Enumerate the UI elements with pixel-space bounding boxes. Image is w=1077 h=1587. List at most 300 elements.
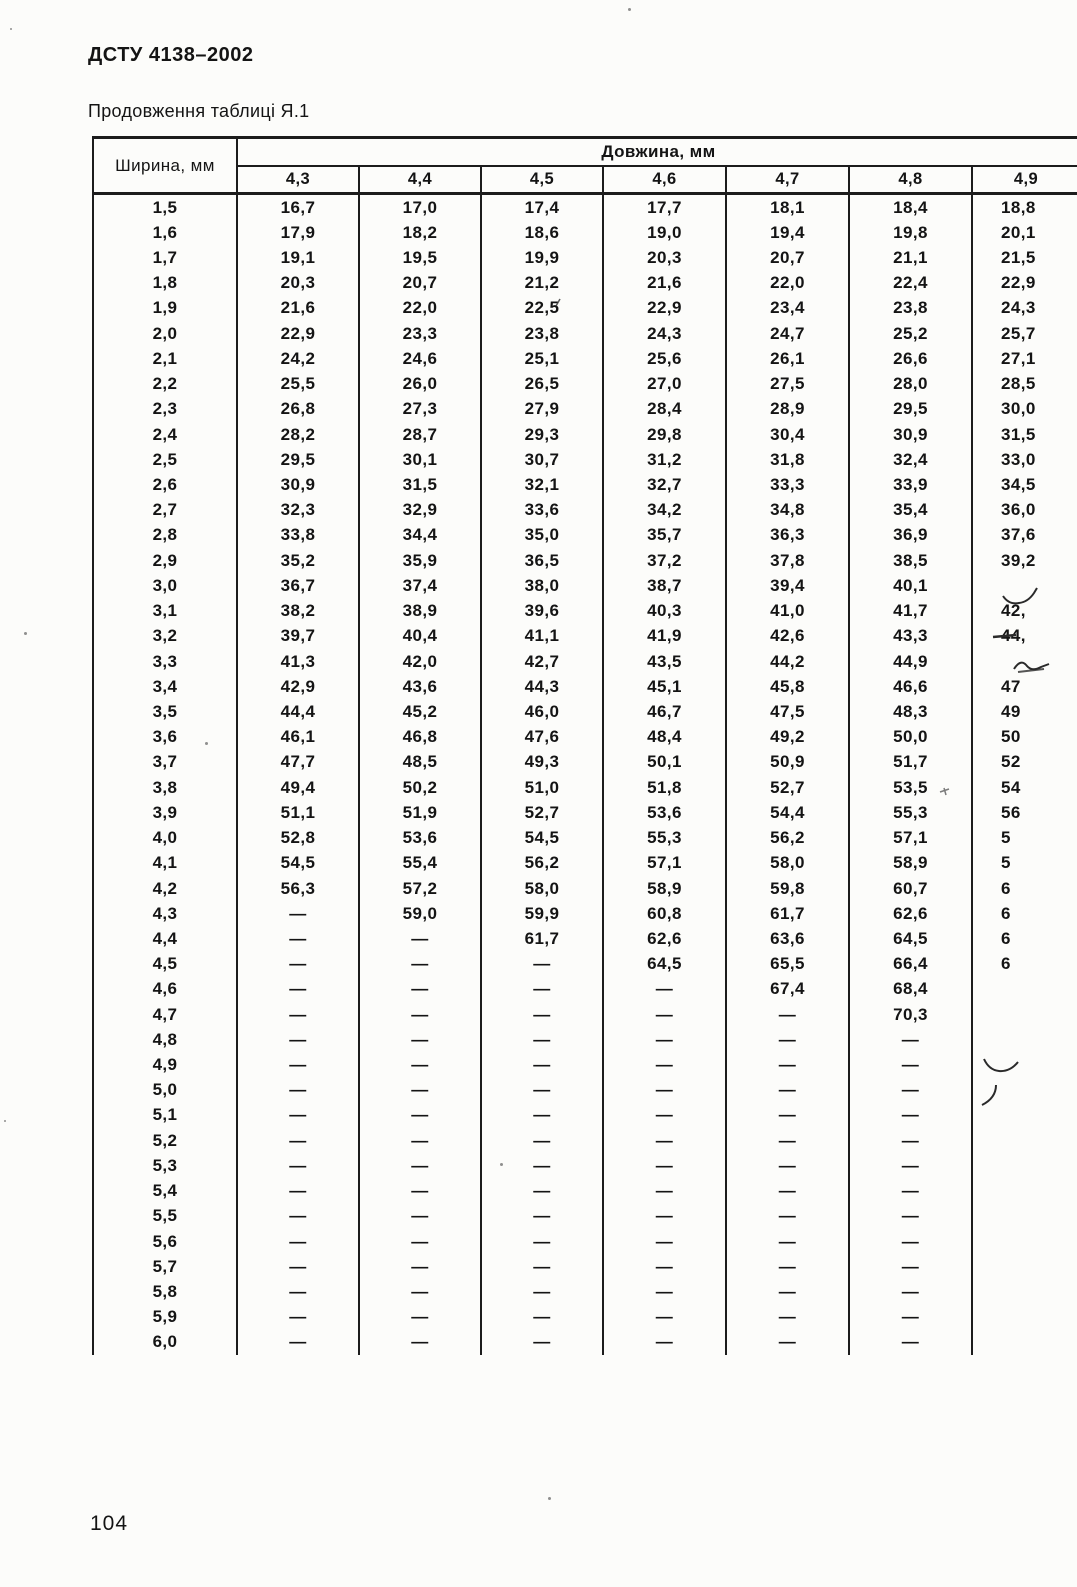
scan-speckle [10, 28, 12, 30]
table-cell: 43,5 [604, 649, 727, 674]
table-row [94, 825, 1077, 850]
table-cell: 32,1 [482, 472, 604, 497]
table-cell: — [850, 1330, 973, 1355]
table-cell: 50,1 [604, 750, 727, 775]
table-cell: 6 [1001, 878, 1011, 898]
row-width-value: 2,9 [94, 548, 238, 573]
table-cell: 42, [1001, 601, 1026, 621]
row-width-value: 2,1 [94, 346, 238, 371]
row-width-value: 4,2 [94, 876, 238, 901]
table-cell: 22,5 [482, 296, 604, 321]
table-cell: 52,7 [482, 800, 604, 825]
table-row [94, 548, 1077, 573]
row-width-value: 5,0 [94, 1078, 238, 1103]
table-cell: 20,7 [360, 271, 482, 296]
table-cell: 34,2 [604, 498, 727, 523]
scan-speckle [205, 742, 208, 745]
table-cell: — [360, 1279, 482, 1304]
table-cell: 28,5 [1001, 374, 1036, 394]
table-cell: 18,6 [482, 220, 604, 245]
row-width-value: 5,6 [94, 1229, 238, 1254]
table-cell: 18,1 [727, 195, 850, 220]
table-cell: 49,4 [238, 775, 360, 800]
table-cell: — [850, 1103, 973, 1128]
table-cell: — [604, 1279, 727, 1304]
length-column-header: 4,9 [1013, 170, 1039, 188]
table-cell: 33,9 [850, 472, 973, 497]
table-cell [973, 1179, 1077, 1204]
table-cell: 29,5 [850, 397, 973, 422]
row-width-value: 2,8 [94, 523, 238, 548]
table-row [94, 472, 1077, 497]
table-row [94, 750, 1077, 775]
table-cell: 46,0 [482, 699, 604, 724]
row-width-value: 6,0 [94, 1330, 238, 1355]
table-cell: — [727, 1330, 850, 1355]
table-cell: 48,5 [360, 750, 482, 775]
length-column-header: 4,8 [850, 167, 973, 192]
table-cell: — [360, 1153, 482, 1178]
table-cell: 27,3 [360, 397, 482, 422]
table-cell: 22,9 [604, 296, 727, 321]
table-cell: 60,7 [850, 876, 973, 901]
table-cell: 39,4 [727, 573, 850, 598]
table-cell: 31,2 [604, 447, 727, 472]
table-cell: 30,9 [238, 472, 360, 497]
table-row [94, 952, 1077, 977]
table-cell: — [727, 1027, 850, 1052]
table-cell: 45,2 [360, 699, 482, 724]
table-cell: 41,3 [238, 649, 360, 674]
table-cell: 33,8 [238, 523, 360, 548]
table-cell: 29,8 [604, 422, 727, 447]
table-cell: 55,3 [604, 825, 727, 850]
table-cell: — [482, 1153, 604, 1178]
table-row [94, 599, 1077, 624]
table-cell: 36,9 [850, 523, 973, 548]
table-cell: 22,4 [850, 271, 973, 296]
table-cell [973, 1305, 1077, 1330]
table-cell [973, 1229, 1077, 1254]
table-cell [973, 573, 1077, 598]
table-cell: 37,2 [604, 548, 727, 573]
table-cell: — [360, 926, 482, 951]
table-cell: — [238, 1330, 360, 1355]
table-cell: 58,0 [727, 851, 850, 876]
table-cell: — [482, 1128, 604, 1153]
table-cell: — [360, 1179, 482, 1204]
table-cell: 18,8 [1001, 197, 1036, 217]
table-row [94, 296, 1077, 321]
table-cell: 59,9 [482, 901, 604, 926]
table-cell: 44,4 [238, 699, 360, 724]
row-width-value: 1,8 [94, 271, 238, 296]
table-cell: — [604, 1103, 727, 1128]
table-cell [973, 1279, 1077, 1304]
table-cell: 25,5 [238, 372, 360, 397]
table-cell: 54,5 [482, 825, 604, 850]
table-cell: — [360, 1330, 482, 1355]
table-cell: 48,3 [850, 699, 973, 724]
table-cell: 47 [1001, 676, 1021, 696]
table-cell: 18,4 [850, 195, 973, 220]
scan-speckle [500, 1163, 503, 1166]
table-cell: 19,9 [482, 245, 604, 270]
table-row [94, 1002, 1077, 1027]
table-cell [973, 1128, 1077, 1153]
table-cell: — [482, 1052, 604, 1077]
row-width-value: 5,9 [94, 1305, 238, 1330]
table-cell: 31,5 [360, 472, 482, 497]
table-cell: 19,8 [850, 220, 973, 245]
table-cell: — [238, 1052, 360, 1077]
table-cell: 31,8 [727, 447, 850, 472]
table-cell: 41,7 [850, 599, 973, 624]
table-row [94, 1052, 1077, 1077]
table-cell: 27,0 [604, 372, 727, 397]
table-cell: — [604, 1254, 727, 1279]
table-row [94, 1179, 1077, 1204]
table-cell: 52 [1001, 752, 1021, 772]
table-cell: 30,0 [1001, 399, 1036, 419]
table-cell: 35,2 [238, 548, 360, 573]
table-cell: 66,4 [850, 952, 973, 977]
table-cell: 56,2 [482, 851, 604, 876]
length-column-headers [238, 167, 1077, 192]
row-width-value: 3,8 [94, 775, 238, 800]
table-cell: 32,3 [238, 498, 360, 523]
table-cell: — [482, 1279, 604, 1304]
table-cell [973, 977, 1077, 1002]
table-cell: 33,3 [727, 472, 850, 497]
table-cell: 41,1 [482, 624, 604, 649]
table-cell: — [238, 1254, 360, 1279]
table-cell: 43,3 [850, 624, 973, 649]
table-cell: 23,4 [727, 296, 850, 321]
table-cell: — [360, 1103, 482, 1128]
row-width-value: 4,8 [94, 1027, 238, 1052]
table-cell: 31,5 [1001, 424, 1036, 444]
table-cell: — [238, 1153, 360, 1178]
table-cell: 39,6 [482, 599, 604, 624]
table-cell: — [238, 926, 360, 951]
table-cell: — [482, 1330, 604, 1355]
table-cell: 60,8 [604, 901, 727, 926]
table-cell: — [238, 952, 360, 977]
table-cell [973, 1052, 1077, 1077]
table-row [94, 775, 1077, 800]
table-cell: 28,9 [727, 397, 850, 422]
table-cell: — [360, 1052, 482, 1077]
page-number: 104 [90, 1512, 129, 1535]
table-cell: — [604, 1002, 727, 1027]
table-cell: 28,4 [604, 397, 727, 422]
row-width-value: 4,3 [94, 901, 238, 926]
table-cell: 37,4 [360, 573, 482, 598]
table-cell: 70,3 [850, 1002, 973, 1027]
table-row [94, 271, 1077, 296]
length-column-header: 4,4 [360, 167, 482, 192]
table-cell: 21,2 [482, 271, 604, 296]
row-width-value: 4,7 [94, 1002, 238, 1027]
table-row [94, 1153, 1077, 1178]
table-cell [973, 1103, 1077, 1128]
table-cell: 37,8 [727, 548, 850, 573]
table-cell [973, 1204, 1077, 1229]
table-row [94, 321, 1077, 346]
table-cell: 65,5 [727, 952, 850, 977]
table-cell: 42,7 [482, 649, 604, 674]
table-row [94, 926, 1077, 951]
table-row [94, 397, 1077, 422]
table-cell: 24,3 [604, 321, 727, 346]
table-cell: 22,0 [727, 271, 850, 296]
table-cell: — [727, 1103, 850, 1128]
table-cell: 41,9 [604, 624, 727, 649]
table-cell: — [850, 1229, 973, 1254]
table-cell: 22,9 [238, 321, 360, 346]
row-width-value: 2,0 [94, 321, 238, 346]
table-cell: 19,5 [360, 245, 482, 270]
table-cell: 54 [1001, 777, 1021, 797]
table-cell: 22,9 [1001, 273, 1036, 293]
table-cell: — [360, 1002, 482, 1027]
table-cell: 39,2 [1001, 550, 1036, 570]
table-cell: 28,0 [850, 372, 973, 397]
table-cell: 40,1 [850, 573, 973, 598]
table-cell: — [360, 1078, 482, 1103]
table-cell [973, 1078, 1077, 1103]
table-cell: 6 [1001, 928, 1011, 948]
table-cell: 19,4 [727, 220, 850, 245]
table-row [94, 346, 1077, 371]
table-cell: 21,5 [1001, 248, 1036, 268]
table-cell: 19,1 [238, 245, 360, 270]
table-cell: — [360, 1254, 482, 1279]
table-cell: — [727, 1254, 850, 1279]
table-row [94, 674, 1077, 699]
table-cell: 6 [1001, 903, 1011, 923]
table-cell: 62,6 [604, 926, 727, 951]
table-cell: 44, [1001, 626, 1026, 646]
table-cell: 20,3 [604, 245, 727, 270]
table-cell: 45,8 [727, 674, 850, 699]
table-row [94, 1078, 1077, 1103]
table-cell: — [850, 1052, 973, 1077]
table-row [94, 1204, 1077, 1229]
row-width-value: 5,2 [94, 1128, 238, 1153]
table-cell: 47,6 [482, 725, 604, 750]
table-row [94, 1305, 1077, 1330]
table-row [94, 372, 1077, 397]
table-cell: 28,7 [360, 422, 482, 447]
table-cell: 46,8 [360, 725, 482, 750]
table-cell: — [238, 1305, 360, 1330]
table-row [94, 725, 1077, 750]
scan-speckle [4, 1120, 6, 1122]
table-row [94, 498, 1077, 523]
table-cell: — [238, 1027, 360, 1052]
table-cell: 54,4 [727, 800, 850, 825]
table-cell: — [238, 901, 360, 926]
table-cell: — [482, 1254, 604, 1279]
table-cell: 25,6 [604, 346, 727, 371]
table-cell: 26,6 [850, 346, 973, 371]
table-cell: 46,1 [238, 725, 360, 750]
table-cell: 56 [1001, 802, 1021, 822]
table-cell: — [850, 1179, 973, 1204]
table-cell: 25,7 [1001, 323, 1036, 343]
table-cell: 29,3 [482, 422, 604, 447]
table-cell: 35,9 [360, 548, 482, 573]
table-cell: — [360, 1027, 482, 1052]
table-cell: 27,9 [482, 397, 604, 422]
table-cell: — [850, 1078, 973, 1103]
row-width-value: 1,6 [94, 220, 238, 245]
width-column-header: Ширина, мм [94, 139, 238, 192]
table-cell: 50 [1001, 727, 1021, 747]
row-width-value: 4,0 [94, 825, 238, 850]
standard-code: ДСТУ 4138–2002 [88, 44, 254, 66]
table-cell: 52,8 [238, 825, 360, 850]
table-cell: 35,0 [482, 523, 604, 548]
scan-speckle [628, 8, 631, 11]
table-cell: 6 [1001, 954, 1011, 974]
table-cell: — [604, 1204, 727, 1229]
table-cell: 38,0 [482, 573, 604, 598]
table-cell: — [238, 1002, 360, 1027]
table-cell [973, 1002, 1077, 1027]
table-cell: 19,0 [604, 220, 727, 245]
table-row [94, 1103, 1077, 1128]
table-cell: 38,2 [238, 599, 360, 624]
table-cell: 24,2 [238, 346, 360, 371]
table-row [94, 245, 1077, 270]
table-row [94, 523, 1077, 548]
row-width-value: 5,7 [94, 1254, 238, 1279]
table-cell: 30,1 [360, 447, 482, 472]
table-cell: 56,3 [238, 876, 360, 901]
row-width-value: 3,2 [94, 624, 238, 649]
table-cell: 36,3 [727, 523, 850, 548]
table-cell: 58,0 [482, 876, 604, 901]
table-cell: — [727, 1179, 850, 1204]
table-row [94, 977, 1077, 1002]
row-width-value: 2,5 [94, 447, 238, 472]
table-cell: 44,3 [482, 674, 604, 699]
table-cell: 47,5 [727, 699, 850, 724]
table-cell: 50,9 [727, 750, 850, 775]
table-cell: 61,7 [727, 901, 850, 926]
table-cell: 53,6 [360, 825, 482, 850]
length-group-header: Довжина, мм [238, 139, 1077, 167]
row-width-value: 2,6 [94, 472, 238, 497]
table-cell: 51,1 [238, 800, 360, 825]
table-cell: 17,4 [482, 195, 604, 220]
table-cell: 30,9 [850, 422, 973, 447]
table-cell: 44,2 [727, 649, 850, 674]
table-cell: — [727, 1002, 850, 1027]
row-width-value: 1,5 [94, 195, 238, 220]
table-cell: 26,8 [238, 397, 360, 422]
table-cell: 27,5 [727, 372, 850, 397]
row-width-value: 4,1 [94, 851, 238, 876]
table-cell: 50,2 [360, 775, 482, 800]
table-cell: 32,7 [604, 472, 727, 497]
table-cell: — [360, 1229, 482, 1254]
table-cell: 33,0 [1001, 449, 1036, 469]
table-cell: 39,7 [238, 624, 360, 649]
table-cell: — [604, 1229, 727, 1254]
table-cell: 43,6 [360, 674, 482, 699]
table-cell: — [482, 1027, 604, 1052]
table-cell: — [727, 1229, 850, 1254]
table-cell: 5 [1001, 853, 1011, 873]
table-cell: — [727, 1052, 850, 1077]
table-row [94, 800, 1077, 825]
row-width-value: 4,5 [94, 952, 238, 977]
table-row [94, 1330, 1077, 1355]
row-width-value: 2,3 [94, 397, 238, 422]
table-row [94, 573, 1077, 598]
table-cell: 51,7 [850, 750, 973, 775]
table-cell: — [482, 1204, 604, 1229]
table-cell: 30,7 [482, 447, 604, 472]
table-row [94, 649, 1077, 674]
table-cell: — [727, 1128, 850, 1153]
row-width-value: 5,1 [94, 1103, 238, 1128]
table-cell: 53,6 [604, 800, 727, 825]
table-cell: — [604, 1027, 727, 1052]
dimensions-table [92, 136, 1077, 1355]
table-cell: — [604, 1179, 727, 1204]
table-cell: 36,0 [1001, 500, 1036, 520]
table-cell: 18,2 [360, 220, 482, 245]
row-width-value: 4,9 [94, 1052, 238, 1077]
table-cell: — [360, 977, 482, 1002]
table-cell: — [238, 1128, 360, 1153]
table-cell: 5 [1001, 828, 1011, 848]
row-width-value: 3,4 [94, 674, 238, 699]
table-cell: 68,4 [850, 977, 973, 1002]
table-cell: — [482, 977, 604, 1002]
table-cell: 40,3 [604, 599, 727, 624]
table-cell: 46,7 [604, 699, 727, 724]
table-cell: — [482, 1078, 604, 1103]
table-cell: 54,5 [238, 851, 360, 876]
table-cell: 35,7 [604, 523, 727, 548]
table-cell: 17,0 [360, 195, 482, 220]
scan-speckle [548, 1497, 551, 1500]
row-width-value: 2,4 [94, 422, 238, 447]
table-cell: 62,6 [850, 901, 973, 926]
table-cell: — [482, 1002, 604, 1027]
table-body [94, 195, 1077, 1355]
scan-speckle [24, 632, 27, 635]
table-row [94, 1128, 1077, 1153]
table-header [94, 139, 1077, 195]
table-cell: 37,6 [1001, 525, 1036, 545]
table-cell: 38,5 [850, 548, 973, 573]
table-cell: 41,0 [727, 599, 850, 624]
table-cell: — [360, 1305, 482, 1330]
table-cell: 64,5 [850, 926, 973, 951]
table-cell [973, 649, 1077, 674]
table-cell: 20,1 [1001, 222, 1036, 242]
table-cell: 51,0 [482, 775, 604, 800]
table-cell: 21,6 [604, 271, 727, 296]
table-row [94, 901, 1077, 926]
